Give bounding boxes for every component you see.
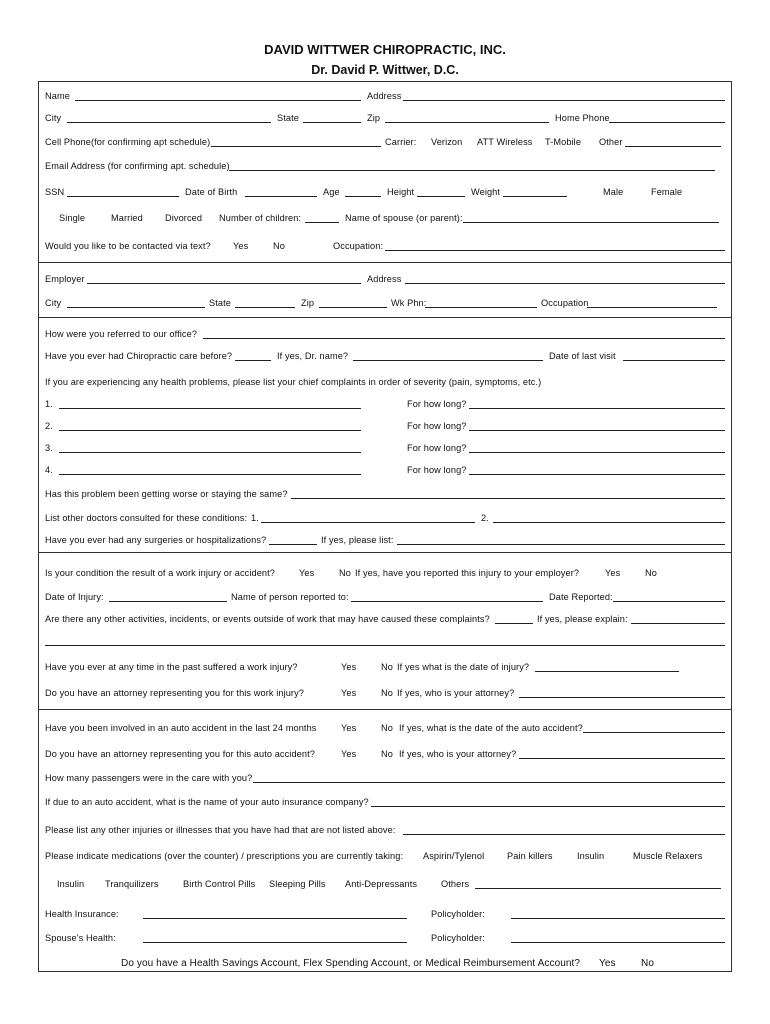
zip-label: Zip — [367, 113, 381, 123]
med-painkillers-option[interactable]: Pain killers — [507, 851, 553, 861]
surgeries-list-label: If yes, please list: — [321, 535, 394, 545]
med-others-field[interactable] — [475, 877, 721, 889]
dob-label: Date of Birth — [185, 187, 238, 197]
employer-zip-field[interactable] — [319, 296, 387, 308]
dob-field[interactable] — [245, 185, 317, 197]
name-field[interactable] — [75, 89, 361, 101]
med-aspirin-option[interactable]: Aspirin/Tylenol — [423, 851, 485, 861]
attorney-auto-no[interactable]: No — [381, 749, 393, 759]
complaint-number: 1. — [45, 399, 53, 409]
carrier-tmobile[interactable]: T-Mobile — [545, 137, 582, 147]
explain-field[interactable] — [631, 612, 725, 624]
med-muscle-relaxers-option[interactable]: Muscle Relaxers — [633, 851, 703, 861]
age-label: Age — [323, 187, 340, 197]
carrier-other[interactable]: Other — [599, 137, 623, 147]
past-injury-date-field[interactable] — [535, 660, 679, 672]
home-phone-field[interactable] — [609, 111, 725, 123]
carrier-verizon[interactable]: Verizon — [431, 137, 463, 147]
policyholder-label: Policyholder: — [431, 909, 485, 919]
employer-label: Employer — [45, 274, 85, 284]
other-doctor-field-2[interactable] — [493, 511, 725, 523]
insurance-co-label: If due to an auto accident, what is the name of your auto insurance company? — [45, 797, 369, 807]
how-long-field-4[interactable] — [469, 463, 725, 475]
complaint-number: 3. — [45, 443, 53, 453]
work-attorney-who-field[interactable] — [519, 686, 725, 698]
spouse-health-label: Spouse's Health: — [45, 933, 116, 943]
other-activities-label: Are there any other activities, incidents, or events outside of work that may have caused these complaints? — [45, 614, 490, 624]
doctor-name: Dr. David P. Wittwer, D.C. — [311, 63, 459, 77]
text-question: Would you like to be contacted via text? — [45, 241, 211, 251]
weight-field[interactable] — [503, 185, 567, 197]
med-birth-control-option[interactable]: Birth Control Pills — [183, 879, 256, 889]
date-injury-field[interactable] — [109, 590, 227, 602]
children-field[interactable] — [305, 211, 339, 223]
employer-state-field[interactable] — [235, 296, 295, 308]
chiro-before-field[interactable] — [235, 349, 271, 361]
medications-label: Please indicate medications (over the counter) / prescriptions you are currently taking: — [45, 851, 404, 861]
spouse-field[interactable] — [463, 211, 719, 223]
past-work-injury-label: Have you ever at any time in the past suffered a work injury? — [45, 662, 298, 672]
past-work-injury-yes[interactable]: Yes — [341, 662, 357, 672]
med-antidepressants-option[interactable]: Anti-Depressants — [345, 879, 418, 889]
text-no-option[interactable]: No — [273, 241, 285, 251]
surgeries-label: Have you ever had any surgeries or hospitalizations? — [45, 535, 267, 545]
worse-field[interactable] — [291, 487, 725, 499]
married-option[interactable]: Married — [111, 213, 143, 223]
address-field[interactable] — [403, 89, 725, 101]
city-field[interactable] — [67, 111, 271, 123]
attorney-auto-yes[interactable]: Yes — [341, 749, 357, 759]
ssn-field[interactable] — [67, 185, 179, 197]
home-phone-label: Home Phone — [555, 113, 610, 123]
occupation-label: Occupation: — [333, 241, 384, 251]
age-field[interactable] — [345, 185, 381, 197]
spouse-label: Name of spouse (or parent): — [345, 213, 463, 223]
employer-city-label: City — [45, 298, 62, 308]
surgeries-field[interactable] — [269, 533, 317, 545]
city-label: City — [45, 113, 62, 123]
surgeries-list-field[interactable] — [397, 533, 725, 545]
address-label: Address — [367, 91, 402, 101]
health-insurance-label: Health Insurance: — [45, 909, 119, 919]
occupation-field[interactable] — [385, 239, 725, 251]
spouse-policyholder-label: Policyholder: — [431, 933, 485, 943]
auto-section — [38, 709, 732, 972]
email-field[interactable] — [229, 159, 715, 171]
date-reported-field[interactable] — [613, 590, 725, 602]
state-label: State — [277, 113, 299, 123]
female-option[interactable]: Female — [651, 187, 683, 197]
work-attorney-who-label: If yes, who is your attorney? — [397, 688, 515, 698]
auto-attorney-who-label: If yes, who is your attorney? — [399, 749, 517, 759]
other-activities-field[interactable] — [495, 612, 533, 624]
med-insulin2-option[interactable]: Insulin — [57, 879, 85, 889]
complaints-intro: If you are experiencing any health problems, please list your chief complaints in order of severity (pain, symptoms, etc.) — [45, 377, 542, 387]
ssn-label: SSN — [45, 187, 65, 197]
attorney-work-yes[interactable]: Yes — [341, 688, 357, 698]
other-injuries-label: Please list any other injuries or illnesses that you have had that are not listed above: — [45, 825, 396, 835]
auto-accident-yes[interactable]: Yes — [341, 723, 357, 733]
how-long-field-3[interactable] — [469, 441, 725, 453]
referred-label: How were you referred to our office? — [45, 329, 198, 339]
person-reported-field[interactable] — [351, 590, 543, 602]
hsa-no-option[interactable]: No — [641, 958, 654, 969]
employer-field[interactable] — [87, 272, 361, 284]
last-visit-label: Date of last visit — [549, 351, 616, 361]
employer-city-field[interactable] — [67, 296, 205, 308]
hsa-yes-option[interactable]: Yes — [599, 958, 616, 969]
wk-phn-field[interactable] — [425, 296, 537, 308]
complaint-number: 4. — [45, 465, 53, 475]
attorney-auto-label: Do you have an attorney representing you for this auto accident? — [45, 749, 315, 759]
work-injury-no[interactable]: No — [339, 568, 351, 578]
other-doctor-field-1[interactable] — [261, 511, 475, 523]
work-injury-label: Is your condition the result of a work injury or accident? — [45, 568, 275, 578]
carrier-att[interactable]: ATT Wireless — [477, 137, 533, 147]
spouse-health-field[interactable] — [143, 931, 407, 943]
explain-label: If yes, please explain: — [537, 614, 628, 624]
passengers-label: How many passengers were in the care with you? — [45, 773, 253, 783]
med-others-option[interactable]: Others — [441, 879, 470, 889]
complaint-field-3[interactable] — [59, 441, 361, 453]
employer-address-label: Address — [367, 274, 402, 284]
auto-date-label: If yes, what is the date of the auto accident? — [399, 723, 583, 733]
how-long-field-2[interactable] — [469, 419, 725, 431]
height-field[interactable] — [417, 185, 465, 197]
cell-phone-label: Cell Phone(for confirming apt schedule) — [45, 137, 211, 147]
reported-yes[interactable]: Yes — [605, 568, 621, 578]
dr-name-field[interactable] — [353, 349, 543, 361]
reported-label: If yes, have you reported this injury to your employer? — [355, 568, 580, 578]
referred-field[interactable] — [203, 327, 725, 339]
how-long-label: For how long? — [407, 399, 467, 409]
worse-label: Has this problem been getting worse or staying the same? — [45, 489, 288, 499]
health-insurance-field[interactable] — [143, 907, 407, 919]
text-yes-option[interactable]: Yes — [233, 241, 249, 251]
wk-phn-label: Wk Phn: — [391, 298, 427, 308]
complaint-field-4[interactable] — [59, 463, 361, 475]
med-insulin-option[interactable]: Insulin — [577, 851, 605, 861]
auto-date-field[interactable] — [583, 721, 725, 733]
auto-attorney-who-field[interactable] — [519, 747, 725, 759]
date-injury-label: Date of Injury: — [45, 592, 104, 602]
employer-zip-label: Zip — [301, 298, 315, 308]
date-reported-label: Date Reported: — [549, 592, 613, 602]
past-injury-date-label: If yes what is the date of injury? — [397, 662, 530, 672]
auto-accident-no[interactable]: No — [381, 723, 393, 733]
dr-name-label: If yes, Dr. name? — [277, 351, 349, 361]
employer-section — [38, 262, 732, 318]
complaint-field-1[interactable] — [59, 397, 361, 409]
employer-occupation-field[interactable] — [587, 296, 717, 308]
work-injury-section — [38, 552, 732, 710]
email-label: Email Address (for confirming apt. schedule) — [45, 161, 230, 171]
attorney-work-no[interactable]: No — [381, 688, 393, 698]
state-field[interactable] — [303, 111, 361, 123]
med-tranquilizers-option[interactable]: Tranquilizers — [105, 879, 159, 889]
weight-label: Weight — [471, 187, 501, 197]
carrier-other-field[interactable] — [625, 135, 721, 147]
doctor-number-1: 1. — [251, 513, 259, 523]
other-injuries-field[interactable] — [403, 823, 725, 835]
employer-state-label: State — [209, 298, 231, 308]
insurance-co-field[interactable] — [371, 795, 725, 807]
passengers-field[interactable] — [253, 771, 725, 783]
single-option[interactable]: Single — [59, 213, 86, 223]
name-label: Name — [45, 91, 70, 101]
cell-phone-field[interactable] — [211, 135, 381, 147]
med-sleeping-pills-option[interactable]: Sleeping Pills — [269, 879, 326, 889]
carrier-label: Carrier: — [385, 137, 417, 147]
last-visit-field[interactable] — [623, 349, 725, 361]
employer-occupation-label: Occupation — [541, 298, 589, 308]
person-reported-label: Name of person reported to: — [231, 592, 349, 602]
work-injury-yes[interactable]: Yes — [299, 568, 315, 578]
reported-no[interactable]: No — [645, 568, 657, 578]
attorney-work-label: Do you have an attorney representing you for this work injury? — [45, 688, 304, 698]
auto-accident-label: Have you been involved in an auto accident in the last 24 months — [45, 723, 317, 733]
other-doctors-label: List other doctors consulted for these conditions: — [45, 513, 248, 523]
chiro-before-label: Have you ever had Chiropractic care before? — [45, 351, 233, 361]
divorced-option[interactable]: Divorced — [165, 213, 203, 223]
clinic-name: DAVID WITTWER CHIROPRACTIC, INC. — [264, 42, 506, 57]
male-option[interactable]: Male — [603, 187, 624, 197]
height-label: Height — [387, 187, 415, 197]
patient-info-section — [38, 81, 732, 263]
zip-field[interactable] — [385, 111, 549, 123]
children-label: Number of children: — [219, 213, 302, 223]
hsa-question: Do you have a Health Savings Account, Flex Spending Account, or Medical Reimbursement Account? — [121, 958, 581, 969]
employer-address-field[interactable] — [405, 272, 725, 284]
explain-continued-field[interactable] — [45, 634, 725, 646]
doctor-number-2: 2. — [481, 513, 489, 523]
spouse-policyholder-field[interactable] — [511, 931, 725, 943]
complaint-field-2[interactable] — [59, 419, 361, 431]
how-long-label: For how long? — [407, 465, 467, 475]
how-long-field-1[interactable] — [469, 397, 725, 409]
how-long-label: For how long? — [407, 421, 467, 431]
past-work-injury-no[interactable]: No — [381, 662, 393, 672]
complaint-number: 2. — [45, 421, 53, 431]
history-section — [38, 317, 732, 553]
how-long-label: For how long? — [407, 443, 467, 453]
policyholder-field[interactable] — [511, 907, 725, 919]
